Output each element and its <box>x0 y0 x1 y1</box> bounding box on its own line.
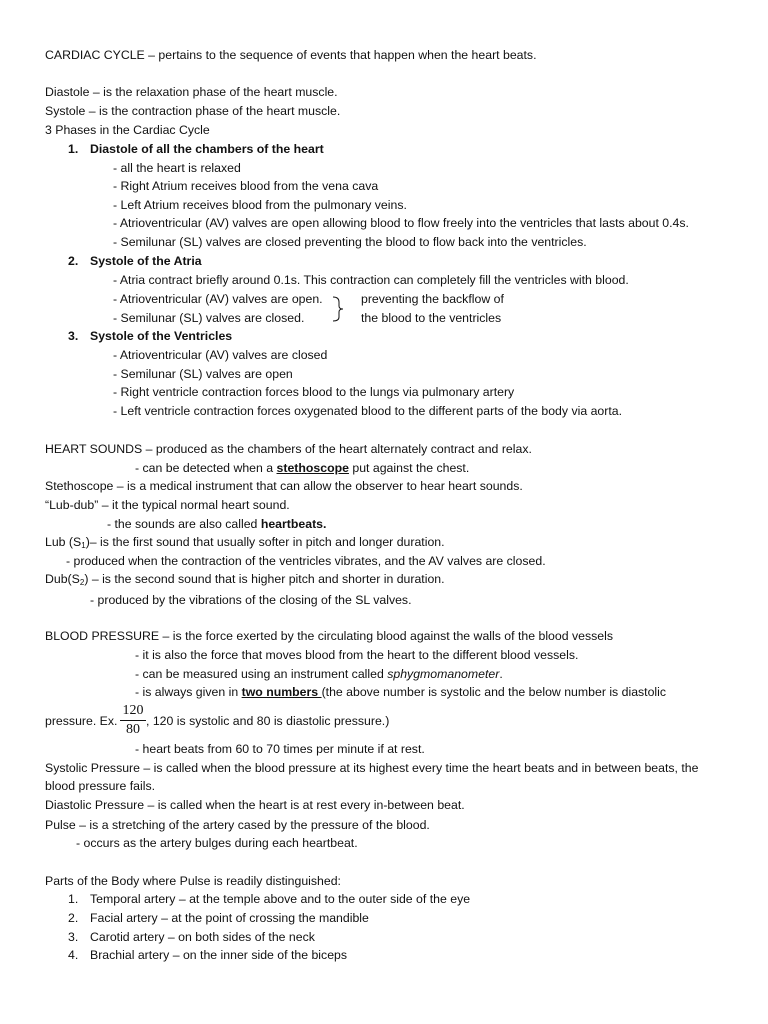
phase-1-heading <box>68 140 324 159</box>
list-text: Carotid artery – on both sides of the neck <box>90 930 315 944</box>
bp-measurement <box>135 665 503 684</box>
pulse-locations-title: Parts of the Body where Pulse is readily distinguished: <box>45 874 341 888</box>
phase-2-item: - Atria contract briefly around 0.1s. This contraction can completely fill the ventricles with blood. <box>113 273 629 287</box>
phase-2-title: Systole of the Atria <box>90 254 202 268</box>
phase-1-item: - all the heart is relaxed <box>113 161 241 175</box>
bp-two-numbers <box>135 683 666 702</box>
blood-pressure-definition: BLOOD PRESSURE – is the force exerted by the circulating blood against the walls of the blood vessels <box>45 629 613 643</box>
phase-3-title: Systole of the Ventricles <box>90 329 233 343</box>
phase-2-item: - Semilunar (SL) valves are closed. <box>113 311 305 325</box>
curly-brace-icon <box>333 294 347 324</box>
bp-example-suffix: , 120 is systolic and 80 is diastolic pressure.) <box>146 714 390 728</box>
text-span: . <box>499 667 503 681</box>
sphygmomanometer-term: sphygmomanometer <box>387 667 500 681</box>
dub-note: - produced by the vibrations of the closing of the SL valves. <box>90 593 412 607</box>
list-number: 1. <box>68 892 79 906</box>
systolic-definition-cont: blood pressure fails. <box>45 779 156 793</box>
subscript: 2 <box>79 578 85 587</box>
diastole-definition: Diastole – is the relaxation phase of the heart muscle. <box>45 85 338 99</box>
text-span: - can be measured using an instrument called <box>135 667 388 681</box>
phase-2-side-note: preventing the backflow of <box>361 292 504 306</box>
bp-heart-rate: - heart beats from 60 to 70 times per minute if at rest. <box>135 742 425 756</box>
bp-note: - it is also the force that moves blood from the heart to the different blood vessels. <box>135 648 579 662</box>
pulse-definition: Pulse – is a stretching of the artery cased by the pressure of the blood. <box>45 818 430 832</box>
list-text: Brachial artery – on the inner side of the biceps <box>90 948 348 962</box>
text-span: ) – is the second sound that is higher pitch and shorter in duration. <box>84 572 445 586</box>
list-number: 3. <box>68 930 79 944</box>
text-span: - is always given in <box>135 685 242 699</box>
heartbeats-term: heartbeats. <box>260 517 327 531</box>
text-span: put against the chest. <box>348 461 470 475</box>
lub-note: - produced when the contraction of the ventricles vibrates, and the AV valves are closed. <box>66 554 546 568</box>
phase-3-heading <box>68 327 232 346</box>
phase-2-number: 2. <box>68 254 79 268</box>
phase-3-item: - Semilunar (SL) valves are open <box>113 367 293 381</box>
phase-1-number: 1. <box>68 142 79 156</box>
text-span: Dub(S <box>45 572 80 586</box>
systolic-definition: Systolic Pressure – is called when the blood pressure at its highest every time the heart beats and in between beats, the <box>45 761 699 775</box>
phase-1-item: - Semilunar (SL) valves are closed preventing the blood to flow back into the ventricles. <box>113 235 587 249</box>
subscript: 1 <box>81 541 86 550</box>
list-number: 2. <box>68 911 79 925</box>
heart-sounds-detection <box>135 459 469 478</box>
text-span: - can be detected when a <box>135 461 277 475</box>
fraction-numerator: 120 <box>122 703 144 718</box>
text-span: (the above number is systolic and the below number is diastolic <box>321 685 667 699</box>
list-text: Facial artery – at the point of crossing the mandible <box>90 911 369 925</box>
lub-definition <box>45 533 445 552</box>
phase-2-heading <box>68 252 202 271</box>
text-span: Lub (S <box>45 535 82 549</box>
diastolic-definition: Diastolic Pressure – is called when the heart is at rest every in-between beat. <box>45 798 465 812</box>
phase-1-item: - Left Atrium receives blood from the pulmonary veins. <box>113 198 407 212</box>
list-text: Temporal artery – at the temple above and to the outer side of the eye <box>90 892 471 906</box>
stethoscope-definition: Stethoscope – is a medical instrument that can allow the observer to hear heart sounds. <box>45 479 523 493</box>
pulse-location-item <box>68 946 347 965</box>
pulse-location-item <box>68 909 369 928</box>
phase-3-number: 3. <box>68 329 79 343</box>
text-span: )– is the first sound that usually softer in pitch and longer duration. <box>85 535 445 549</box>
phase-1-title: Diastole of all the chambers of the heart <box>90 142 324 156</box>
pulse-location-item <box>68 928 315 947</box>
systole-definition: Systole – is the contraction phase of the heart muscle. <box>45 104 341 118</box>
phase-2-side-note: the blood to the ventricles <box>361 311 502 325</box>
fraction-bar <box>120 720 146 721</box>
list-number: 4. <box>68 948 79 962</box>
phase-3-item: - Left ventricle contraction forces oxygenated blood to the different parts of the body via aorta. <box>113 404 623 418</box>
dub-definition <box>45 570 445 589</box>
fraction-denominator: 80 <box>126 722 140 737</box>
heart-sounds-definition: HEART SOUNDS – produced as the chambers of the heart alternately contract and relax. <box>45 442 532 456</box>
phase-1-item: - Atrioventricular (AV) valves are open allowing blood to flow freely into the ventricles that lasts about 0.4s. <box>113 216 689 230</box>
two-numbers-term: two numbers <box>241 685 322 699</box>
pulse-location-item <box>68 890 470 909</box>
phase-3-item: - Atrioventricular (AV) valves are closed <box>113 348 328 362</box>
heartbeats-note <box>107 515 326 534</box>
phases-heading: 3 Phases in the Cardiac Cycle <box>45 123 210 137</box>
pulse-note: - occurs as the artery bulges during each heartbeat. <box>76 836 358 850</box>
stethoscope-term: stethoscope <box>276 461 349 475</box>
lub-dub-definition: “Lub-dub” – it the typical normal heart sound. <box>45 498 290 512</box>
bp-fraction <box>120 703 146 738</box>
phase-3-item: - Right ventricle contraction forces blood to the lungs via pulmonary artery <box>113 385 515 399</box>
phase-2-item: - Atrioventricular (AV) valves are open. <box>113 292 323 306</box>
phase-1-item: - Right Atrium receives blood from the vena cava <box>113 179 379 193</box>
bp-example-prefix: pressure. Ex. <box>45 714 118 728</box>
text-span: - the sounds are also called <box>107 517 261 531</box>
cardiac-cycle-definition: CARDIAC CYCLE – pertains to the sequence of events that happen when the heart beats. <box>45 48 537 62</box>
